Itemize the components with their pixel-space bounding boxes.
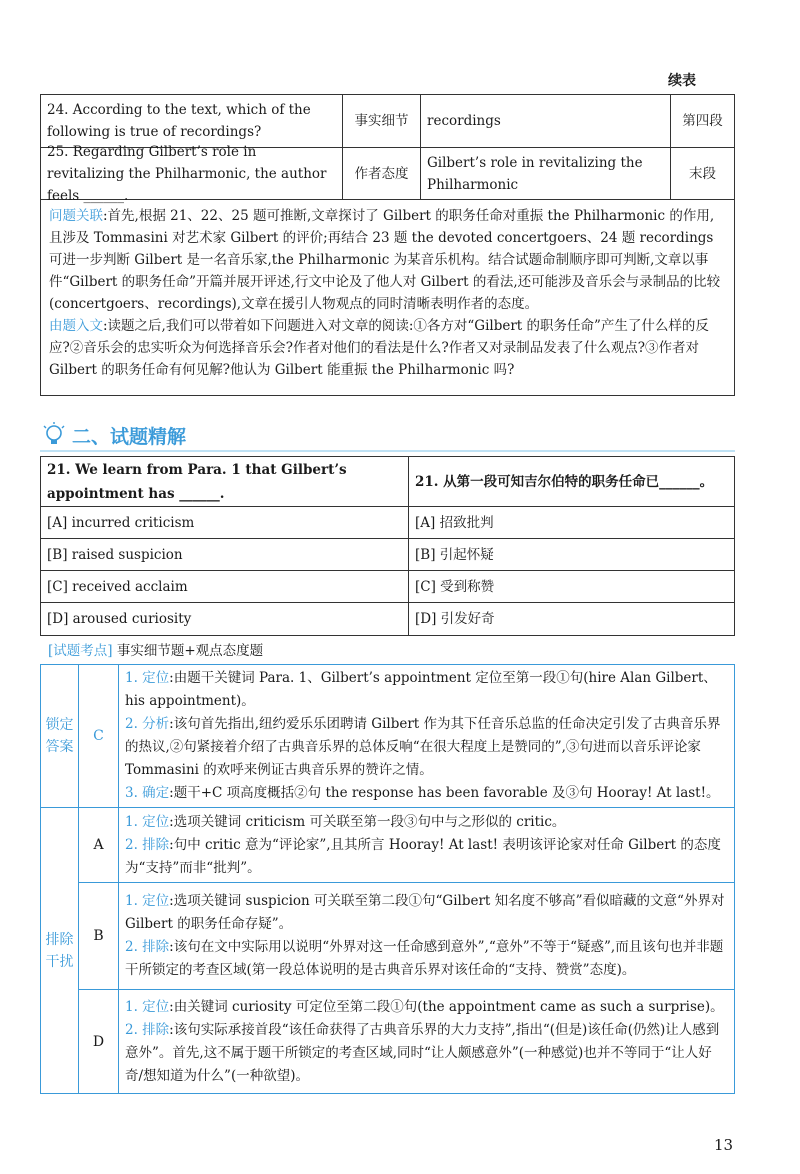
step-text: :选项关键词 criticism 可关联至第一段③句中与之形似的 critic。	[169, 813, 566, 830]
location-cell: 末段	[689, 165, 716, 182]
option-a-en: [A] incurred criticism	[41, 507, 409, 538]
option-c-en: [C] received acclaim	[41, 571, 409, 602]
distractor-letter: D	[79, 990, 119, 1093]
option-a-zh: [A] 招致批判	[415, 514, 494, 531]
step-tag: 1. 定位	[125, 998, 170, 1015]
step-text: :该句实际承接首段“该任命获得了古典音乐界的大力支持”,指出“(但是)该任命(仍然)让人感到意外”。首先,这不属于题干所锁定的考查区域,同时“让人颇感意外”(一种感觉)也并不等同于“让人好奇/想知道为什么”(一种欲望)。	[125, 1021, 720, 1084]
step-tag: 1. 定位	[125, 670, 170, 686]
distractor-letter: B	[79, 883, 119, 989]
question-cell: 25. Regarding Gilbert’s role in revitalizing the Philharmonic, the author feels ______.	[41, 148, 343, 199]
step-tag: 2. 排除	[125, 1021, 170, 1038]
distractor-letter: A	[79, 808, 119, 882]
answer-letter: C	[79, 665, 119, 807]
table-row	[41, 143, 734, 204]
step-text: :该句首先指出,纽约爱乐乐团聘请 Gilbert 作为其下任音乐总监的任命决定引发了古典音乐界的热议,②句紧接着介绍了古典音乐界的总体反响“在很大程度上是赞同的”,③句进而以音乐评论家 Tommasini 的欢呼来例证古典音乐界的赞许之情。	[125, 716, 721, 778]
exclude-label: 排除干扰	[41, 808, 79, 1093]
question-relation-block	[49, 205, 727, 381]
option-d-zh: [D] 引发好奇	[415, 611, 495, 627]
relation-label: 问题关联	[49, 208, 103, 224]
step-text: :该句在文中实际用以说明“外界对这一任命感到意外”,“意外”不等于“疑惑”,而且该句也并非题干所锁定的考查区域(第一段总体说明的是古典音乐界对该任命的“支持、赞赏”态度)。	[125, 939, 724, 978]
question-cell: 24. According to the text, which of the following is true of recordings?	[41, 95, 343, 147]
option-b-en: [B] raised suspicion	[41, 539, 409, 570]
step-text: :选项关键词 suspicion 可关联至第二段①句“Gilbert 知名度不够高”看似暗藏的文意“外界对 Gilbert 的职务任命存疑”。	[125, 893, 725, 932]
lightbulb-icon	[42, 422, 66, 452]
step-tag: 2. 分析	[125, 716, 170, 732]
question-table	[40, 456, 735, 636]
step-tag: 2. 排除	[125, 939, 170, 955]
step-tag: 1. 定位	[125, 813, 170, 830]
type-cell: 作者态度	[343, 148, 421, 199]
test-point-text: 事实细节题+观点态度题	[116, 643, 264, 659]
zh-stem: 21. 从第一段可知吉尔伯特的职务任命已______。	[415, 473, 714, 490]
page-number: 13	[714, 1136, 734, 1154]
distractor-analysis	[119, 808, 731, 882]
step-text: :由题干关键词 Para. 1、Gilbert’s appointment 定位至第一段①句(hire Alan Gilbert、his appointment)。	[125, 670, 717, 709]
relation-text: :首先,根据 21、22、25 题可推断,文章探讨了 Gilbert 的职务任命对重振 the Philharmonic 的作用,且涉及 Tommasini 对艺术家 Gilbert 的评价;再结合 23 题 the devoted concertgoers、24 题 recordings 可进一步判断 Gilbert 是一名音乐家,the Philharmonic 为某音乐机构。结合试题命制顺序即可判断,文章以事件“Gilbert 的职务任命”开篇并展开评述,行文中论及了他人对 Gilbert 的看法,还可能涉及音乐会与录制品的比较(concertgoers、recordings),文章在援引人物观点的同时清晰表明作者的态度。	[49, 208, 721, 312]
section-header	[40, 420, 735, 452]
location-cell: 第四段	[682, 113, 723, 129]
option-d-en: [D] aroused curiosity	[41, 603, 409, 635]
test-point	[48, 640, 263, 662]
question-analysis-table	[40, 94, 735, 396]
intro-text: :读题之后,我们可以带着如下问题进入对文章的阅读:①各方对“Gilbert 的职务任命”产生了什么样的反应?②音乐会的忠实听众为何选择音乐会?作者对他们的看法是什么?作者又对录制品发表了什么观点?③作者对 Gilbert 的职务任命有何见解?他认为 Gilbert 能重振 the Philharmonic 吗?	[49, 318, 709, 378]
distractor-analysis	[119, 990, 731, 1093]
table-row	[41, 507, 734, 539]
table-row	[41, 603, 734, 635]
distractor-analysis	[119, 883, 731, 989]
table-row	[41, 539, 734, 571]
step-tag: 1. 定位	[125, 893, 170, 909]
step-tag: 2. 排除	[125, 836, 170, 853]
table-row	[41, 571, 734, 603]
section-title: 二、试题精解	[72, 426, 187, 448]
table-row	[41, 457, 734, 507]
en-stem: 21. We learn from Para. 1 that Gilbert’s appointment has ______.	[41, 457, 409, 506]
step-text: :题干+C 项高度概括②句 the response has been favorable 及③句 Hooray! At last!。	[169, 785, 720, 801]
intro-label: 由题入文	[49, 318, 103, 334]
option-c-zh: [C] 受到称赞	[415, 578, 495, 595]
option-b-zh: [B] 引起怀疑	[415, 546, 494, 563]
analysis-table	[40, 664, 735, 1094]
test-point-label: [试题考点]	[48, 643, 113, 659]
keyword-cell: recordings	[421, 95, 671, 147]
lock-analysis	[119, 665, 731, 807]
step-text: :句中 critic 意为“评论家”,且其所言 Hooray! At last! 表明该评论家对任命 Gilbert 的态度为“支持”而非“批判”。	[125, 836, 721, 876]
step-tag: 3. 确定	[125, 785, 170, 801]
keyword-cell: Gilbert’s role in revitalizing the Philharmonic	[421, 148, 671, 199]
continued-label: 续表	[668, 73, 696, 89]
type-cell: 事实细节	[343, 95, 421, 147]
lock-answer-label: 锁定答案	[41, 665, 79, 807]
step-text: :由关键词 curiosity 可定位至第二段①句(the appointment came as such a surprise)。	[169, 998, 724, 1015]
